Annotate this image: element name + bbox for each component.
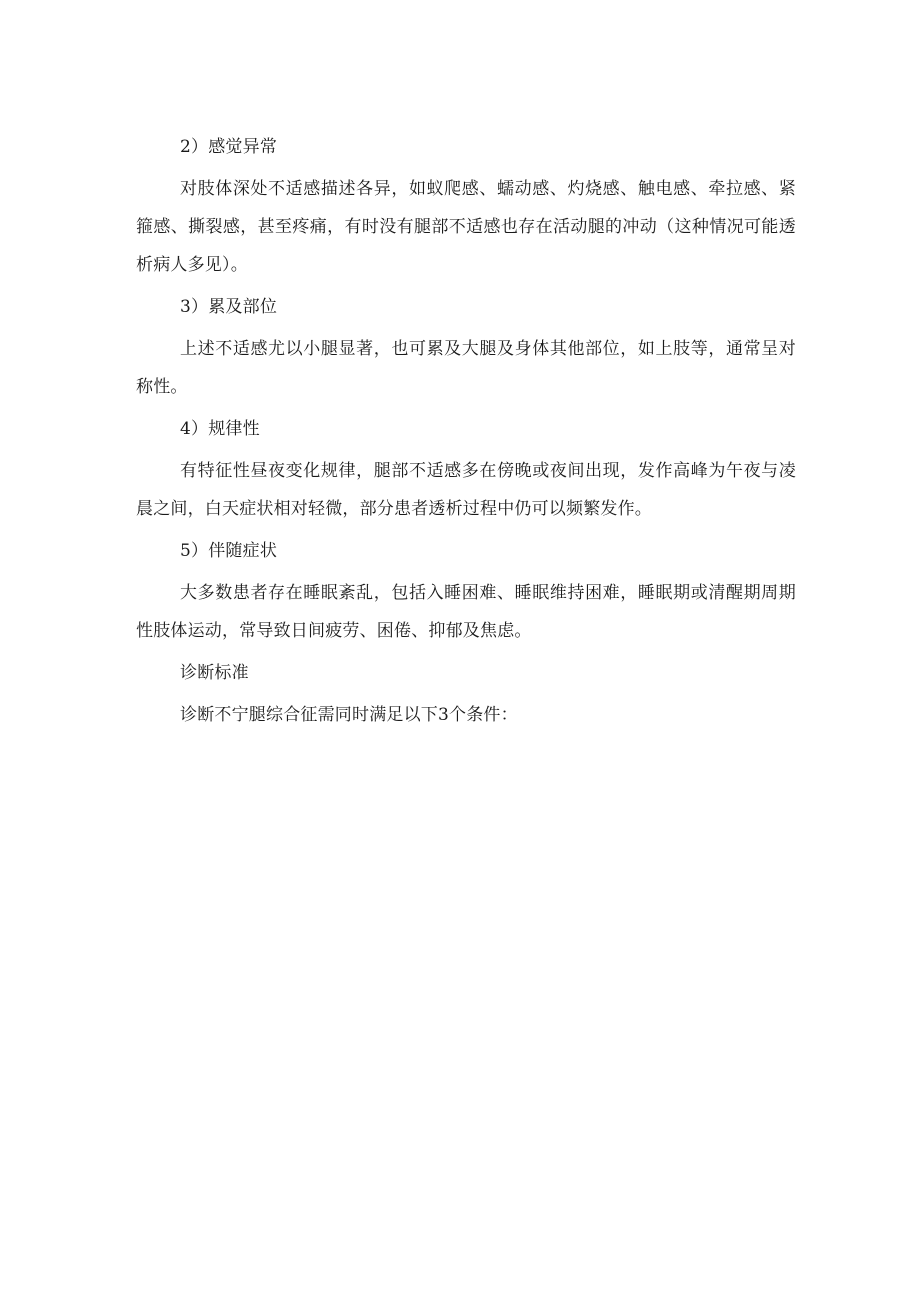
document-body bbox=[136, 128, 796, 738]
section-paragraph-rhythm: 有特征性昼夜变化规律，腿部不适感多在傍晚或夜间出现，发作高峰为午夜与凌晨之间，白天症状相对轻微，部分患者透析过程中仍可以频繁发作。 bbox=[136, 461, 796, 519]
section-heading-symptoms: 5）伴随症状 bbox=[180, 541, 278, 561]
section-paragraph-location: 上述不适感尤以小腿显著，也可累及大腿及身体其他部位，如上肢等，通常呈对称性。 bbox=[136, 339, 796, 397]
section-paragraph-symptoms: 大多数患者存在睡眠紊乱，包括入睡困难、睡眠维持困难，睡眠期或清醒期周期性肢体运动，常导致日间疲劳、困倦、抑郁及焦虑。 bbox=[136, 583, 796, 641]
section-paragraph-sensory: 对肢体深处不适感描述各异，如蚁爬感、蠕动感、灼烧感、触电感、牵拉感、紧箍感、撕裂感，甚至疼痛，有时没有腿部不适感也存在活动腿的冲动（这种情况可能透析病人多见）。 bbox=[136, 179, 796, 275]
section-heading-sensory: 2）感觉异常 bbox=[180, 137, 278, 157]
section-heading-diagnosis: 诊断标准 bbox=[180, 663, 249, 683]
section-heading-location: 3）累及部位 bbox=[180, 297, 278, 317]
section-heading-rhythm: 4）规律性 bbox=[180, 419, 260, 439]
section-paragraph-diagnosis: 诊断不宁腿综合征需同时满足以下3个条件： bbox=[180, 705, 518, 725]
